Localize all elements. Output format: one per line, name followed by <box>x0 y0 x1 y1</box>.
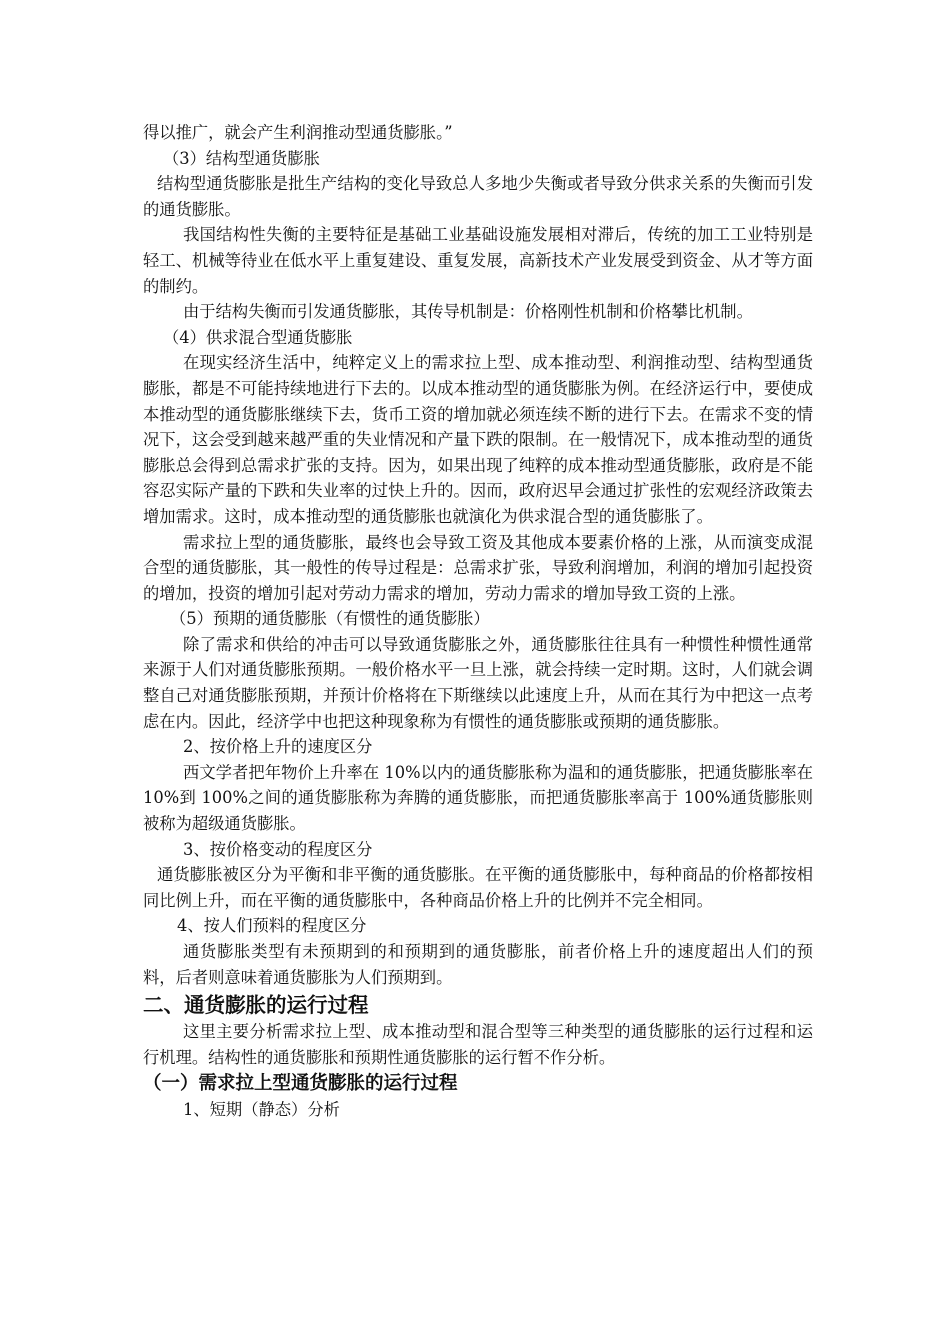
heading-speed-classification: 2、按价格上升的速度区分 <box>183 737 373 757</box>
paragraph-anticipation-classification: 通货膨胀类型有未预期到的和预期到的通货膨胀，前者价格上升的速度超出人们的预料，后者则意味着通货膨胀为人们预期到。 <box>143 942 813 987</box>
paragraph-degree-classification: 通货膨胀被区分为平衡和非平衡的通货膨胀。在平衡的通货膨胀中，每种商品的价格都按相同比例上升，而在平衡的通货膨胀中，各种商品价格上升的比例并不完全相同。 <box>143 865 813 910</box>
subsection-heading-demand-pull-process: （一）需求拉上型通货膨胀的运行过程 <box>143 1073 458 1095</box>
heading-mixed-inflation: （4）供求混合型通货膨胀 <box>163 327 353 347</box>
section-heading-inflation-process: 二、通货膨胀的运行过程 <box>143 993 369 1018</box>
heading-expected-inflation: （5）预期的通货膨胀（有惯性的通货膨胀） <box>170 609 490 629</box>
paragraph-expected-inflation: 除了需求和供给的冲击可以导致通货膨胀之外，通货膨胀往往具有一种惯性种惯性通常来源于人们对通货膨胀预期。一般价格水平一旦上涨，就会持续一定时期。这时，人们就会调整自己对通货膨胀预期，并预计价格将在下斯继续以此速度上升，从而在其行为中把这一点考虑在内。因此，经济学中也把这种现象称为有惯性的通货膨胀或预期的通货膨胀。 <box>143 634 813 731</box>
heading-short-term-analysis: 1、短期（静态）分析 <box>183 1100 340 1120</box>
paragraph-speed-classification: 西文学者把年物价上升率在 10%以内的通货膨胀称为温和的通货膨胀，把通货膨胀率在 10%到 100%之间的通货膨胀称为奔腾的通货膨胀，而把通货膨胀率高于 100%通货膨胀则被称为超级通货膨胀。 <box>143 762 813 834</box>
paragraph-structural-mechanism: 由于结构失衡而引发通货膨胀，其传导机制是：价格刚性机制和价格攀比机制。 <box>183 302 753 322</box>
heading-degree-classification: 3、按价格变动的程度区分 <box>183 839 373 859</box>
paragraph-structural-definition: 结构型通货膨胀是批生产结构的变化导致总人多地少失衡或者导致分供求关系的失衡而引发的通货膨胀。 <box>143 174 813 219</box>
paragraph-mixed-demand-pull: 需求拉上型的通货膨胀，最终也会导致工资及其他成本要素价格的上涨，从而演变成混合型的通货膨胀，其一般性的传导过程是：总需求扩张，导致利润增加，利润的增加引起投资的增加，投资的增加引起对劳动力需求的增加，劳动力需求的增加导致工资的上涨。 <box>143 532 813 603</box>
heading-anticipation-classification: 4、按人们预料的程度区分 <box>177 916 367 936</box>
paragraph-mixed-cost-push: 在现实经济生活中，纯粹定义上的需求拉上型、成本推动型、利润推动型、结构型通货膨胀，都是不可能持续地进行下去的。以成本推动型的通货膨胀为例。在经济运行中，要使成本推动型的通货膨胀继续下去，货币工资的增加就必须连续不断的进行下去。在需求不变的情况下，这会受到越来越严重的失业情况和产量下跌的限制。在一般情况下，成本推动型的通货膨胀总会得到总需求扩张的支持。因为，如果出现了纯粹的成本推动型通货膨胀，政府是不能容忍实际产量的下跌和失业率的过快上升的。因而，政府迟早会通过扩张性的宏观经济政策去增加需求。这时，成本推动型的通货膨胀也就演化为供求混合型的通货膨胀了。 <box>143 353 813 526</box>
paragraph-structural-features: 我国结构性失衡的主要特征是基础工业基础设施发展相对滞后，传统的加工工业特别是轻工、机械等待业在低水平上重复建设、重复发展，高新技术产业发展受到资金、从才等方面的制约。 <box>143 225 813 296</box>
paragraph-profit-push-end: 得以推广，就会产生利润推动型通货膨胀。” <box>143 123 453 142</box>
heading-structural-inflation: （3）结构型通货膨胀 <box>163 148 320 168</box>
paragraph-process-intro: 这里主要分析需求拉上型、成本推动型和混合型等三种类型的通货膨胀的运行过程和运行机理。结构性的通货膨胀和预期性通货膨胀的运行暂不作分析。 <box>143 1022 813 1067</box>
document-page <box>143 120 813 1123</box>
